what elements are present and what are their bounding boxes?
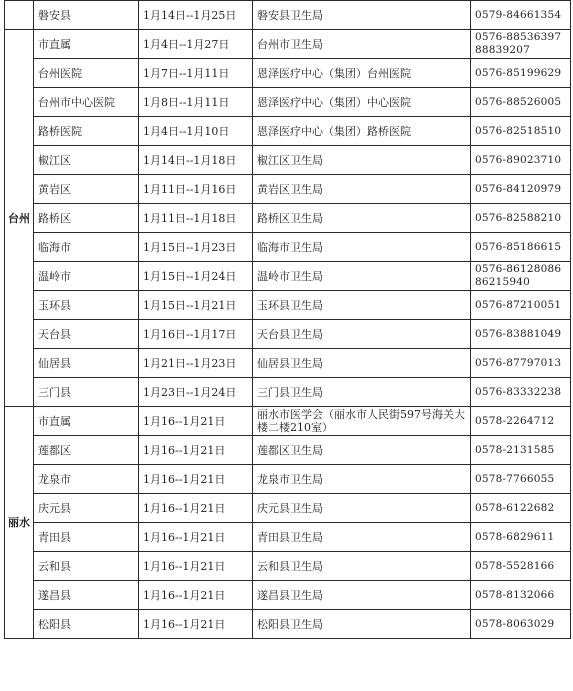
phone-number: 0576-85186615 — [475, 240, 562, 253]
dates-cell: 1月21日--1月23日 — [139, 349, 253, 378]
unit-cell: 三门县 — [34, 378, 139, 407]
org-cell: 黄岩区卫生局 — [253, 175, 471, 204]
dates-cell: 1月15日--1月24日 — [139, 262, 253, 291]
unit-cell: 云和县 — [34, 552, 139, 581]
org-cell: 路桥区卫生局 — [253, 204, 471, 233]
phone-number: 0576-85199629 — [475, 66, 562, 79]
table-row — [5, 378, 571, 407]
dates-cell: 1月16--1月21日 — [139, 494, 253, 523]
unit-cell: 松阳县 — [34, 610, 139, 639]
dates-cell: 1月16--1月21日 — [139, 610, 253, 639]
phone-number: 0579-84661354 — [475, 8, 562, 21]
phone-cell — [471, 552, 571, 581]
org-cell: 玉环县卫生局 — [253, 291, 471, 320]
phone-number: 0578-7766055 — [475, 472, 555, 485]
unit-cell: 台州市中心医院 — [34, 88, 139, 117]
unit-cell: 椒江区 — [34, 146, 139, 175]
phone-number: 0576-88526005 — [475, 95, 562, 108]
dates-cell: 1月16日--1月17日 — [139, 320, 253, 349]
phone-cell — [471, 59, 571, 88]
phone-cell — [471, 1, 571, 30]
dates-cell: 1月11日--1月18日 — [139, 204, 253, 233]
phone-cell — [471, 146, 571, 175]
phone-number: 0578-5528166 — [475, 559, 555, 572]
unit-cell: 市直属 — [34, 30, 139, 59]
phone-cell — [471, 349, 571, 378]
org-cell: 松阳县卫生局 — [253, 610, 471, 639]
phone-number: 0578-8063029 — [475, 617, 555, 630]
table-row — [5, 349, 571, 378]
table-row — [5, 494, 571, 523]
org-cell: 恩泽医疗中心（集团）路桥医院 — [253, 117, 471, 146]
phone-number: 0576-88536397 — [475, 31, 562, 43]
org-cell: 临海市卫生局 — [253, 233, 471, 262]
org-cell: 恩泽医疗中心（集团）中心医院 — [253, 88, 471, 117]
unit-cell: 青田县 — [34, 523, 139, 552]
phone-number: 86215940 — [475, 276, 531, 288]
phone-number: 0576-82588210 — [475, 211, 562, 224]
unit-cell: 黄岩区 — [34, 175, 139, 204]
dates-cell: 1月14日--1月25日 — [139, 1, 253, 30]
phone-number: 0576-82518510 — [475, 124, 562, 137]
phone-number: 0578-2131585 — [475, 443, 555, 456]
dates-cell: 1月4日--1月10日 — [139, 117, 253, 146]
unit-cell: 仙居县 — [34, 349, 139, 378]
unit-cell: 莲都区 — [34, 436, 139, 465]
table-row — [5, 291, 571, 320]
region-cell: 丽水 — [5, 407, 34, 639]
phone-number: 0576-86128086 — [475, 263, 562, 275]
phone-cell — [471, 233, 571, 262]
dates-cell: 1月16--1月21日 — [139, 552, 253, 581]
table-row — [5, 146, 571, 175]
phone-cell — [471, 494, 571, 523]
phone-cell — [471, 204, 571, 233]
table-row — [5, 581, 571, 610]
table-row — [5, 1, 571, 30]
table-row — [5, 552, 571, 581]
org-cell: 丽水市医学会（丽水市人民街597号海关大楼二楼210室） — [253, 407, 471, 436]
org-cell: 三门县卫生局 — [253, 378, 471, 407]
table-row — [5, 30, 571, 59]
table-row — [5, 59, 571, 88]
phone-number: 0578-6829611 — [475, 530, 555, 543]
phone-cell — [471, 320, 571, 349]
org-cell: 莲都区卫生局 — [253, 436, 471, 465]
dates-cell: 1月8日--1月11日 — [139, 88, 253, 117]
table-row — [5, 117, 571, 146]
dates-cell: 1月16--1月21日 — [139, 436, 253, 465]
table-row — [5, 610, 571, 639]
phone-number: 0578-6122682 — [475, 501, 555, 514]
table-row — [5, 407, 571, 436]
dates-cell: 1月16--1月21日 — [139, 581, 253, 610]
org-cell: 椒江区卫生局 — [253, 146, 471, 175]
dates-cell: 1月16--1月21日 — [139, 407, 253, 436]
phone-number: 0576-83881049 — [475, 327, 562, 340]
region-cell: 台州 — [5, 30, 34, 407]
region-cell-empty — [5, 1, 34, 30]
unit-cell: 玉环县 — [34, 291, 139, 320]
unit-cell: 遂昌县 — [34, 581, 139, 610]
phone-number: 0576-87210051 — [475, 298, 562, 311]
org-cell: 恩泽医疗中心（集团）台州医院 — [253, 59, 471, 88]
org-cell: 台州市卫生局 — [253, 30, 471, 59]
dates-cell: 1月7日--1月11日 — [139, 59, 253, 88]
org-cell: 温岭市卫生局 — [253, 262, 471, 291]
org-cell: 天台县卫生局 — [253, 320, 471, 349]
phone-number: 0578-8132066 — [475, 588, 555, 601]
phone-cell — [471, 581, 571, 610]
phone-number: 0576-89023710 — [475, 153, 562, 166]
org-cell: 遂昌县卫生局 — [253, 581, 471, 610]
phone-number: 88839207 — [475, 44, 531, 56]
phone-cell — [471, 291, 571, 320]
org-cell: 青田县卫生局 — [253, 523, 471, 552]
table-row — [5, 175, 571, 204]
phone-cell — [471, 523, 571, 552]
org-cell: 庆元县卫生局 — [253, 494, 471, 523]
phone-cell — [471, 407, 571, 436]
unit-cell: 台州医院 — [34, 59, 139, 88]
table-row — [5, 320, 571, 349]
table-row — [5, 262, 571, 291]
phone-cell — [471, 262, 571, 291]
unit-cell: 临海市 — [34, 233, 139, 262]
unit-cell: 路桥区 — [34, 204, 139, 233]
table-row — [5, 88, 571, 117]
unit-cell: 天台县 — [34, 320, 139, 349]
phone-number: 0578-2264712 — [475, 414, 555, 427]
phone-cell — [471, 88, 571, 117]
unit-cell: 市直属 — [34, 407, 139, 436]
phone-cell — [471, 30, 571, 59]
unit-cell: 温岭市 — [34, 262, 139, 291]
unit-cell: 磐安县 — [34, 1, 139, 30]
dates-cell: 1月16--1月21日 — [139, 523, 253, 552]
table-row — [5, 523, 571, 552]
unit-cell: 庆元县 — [34, 494, 139, 523]
table-row — [5, 204, 571, 233]
unit-cell: 路桥医院 — [34, 117, 139, 146]
phone-cell — [471, 378, 571, 407]
phone-cell — [471, 465, 571, 494]
phone-cell — [471, 117, 571, 146]
phone-number: 0576-83332238 — [475, 385, 562, 398]
phone-cell — [471, 436, 571, 465]
table-row — [5, 233, 571, 262]
org-cell: 龙泉市卫生局 — [253, 465, 471, 494]
phone-cell — [471, 175, 571, 204]
phone-number: 0576-87797013 — [475, 356, 562, 369]
table-row — [5, 436, 571, 465]
table-row — [5, 465, 571, 494]
phone-cell — [471, 610, 571, 639]
dates-cell: 1月11日--1月16日 — [139, 175, 253, 204]
dates-cell: 1月16--1月21日 — [139, 465, 253, 494]
org-cell: 磐安县卫生局 — [253, 1, 471, 30]
dates-cell: 1月15日--1月23日 — [139, 233, 253, 262]
schedule-table — [4, 0, 571, 639]
schedule-table-body — [5, 1, 571, 639]
dates-cell: 1月14日--1月18日 — [139, 146, 253, 175]
dates-cell: 1月23日--1月24日 — [139, 378, 253, 407]
dates-cell: 1月15日--1月21日 — [139, 291, 253, 320]
dates-cell: 1月4日--1月27日 — [139, 30, 253, 59]
org-cell: 云和县卫生局 — [253, 552, 471, 581]
unit-cell: 龙泉市 — [34, 465, 139, 494]
org-cell: 仙居县卫生局 — [253, 349, 471, 378]
phone-number: 0576-84120979 — [475, 182, 562, 195]
